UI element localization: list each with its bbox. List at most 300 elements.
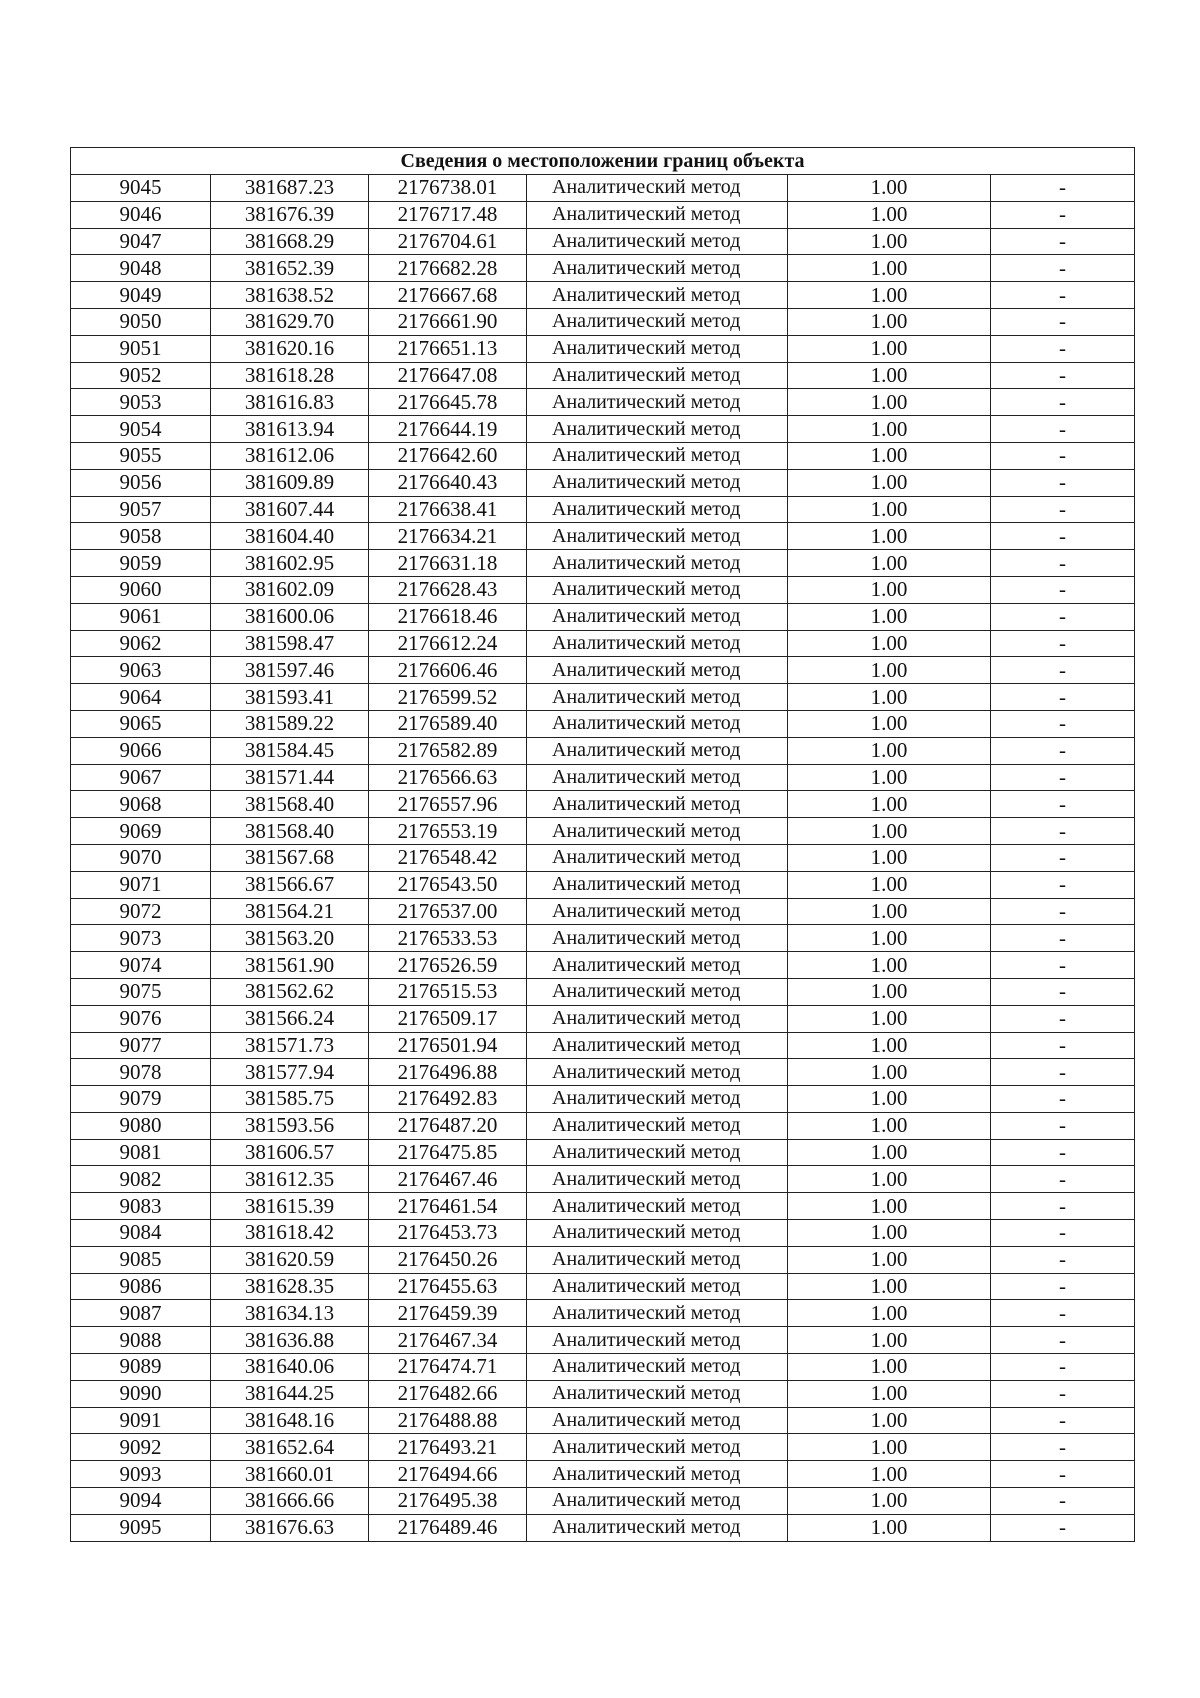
x-coordinate-cell: 381615.39 — [211, 1193, 369, 1220]
point-number-cell: 9050 — [71, 308, 211, 335]
table-row — [71, 1488, 1135, 1515]
accuracy-cell: 1.00 — [788, 603, 991, 630]
table-row — [71, 1514, 1135, 1541]
point-number-cell: 9076 — [71, 1005, 211, 1032]
description-cell: - — [991, 791, 1135, 818]
method-cell: Аналитический метод — [527, 1461, 788, 1488]
method-cell: Аналитический метод — [527, 550, 788, 577]
accuracy-cell: 1.00 — [788, 1380, 991, 1407]
method-cell: Аналитический метод — [527, 630, 788, 657]
y-coordinate-cell: 2176606.46 — [369, 657, 527, 684]
point-number-cell: 9089 — [71, 1354, 211, 1381]
table-row — [71, 737, 1135, 764]
accuracy-cell: 1.00 — [788, 550, 991, 577]
y-coordinate-cell: 2176582.89 — [369, 737, 527, 764]
description-cell: - — [991, 844, 1135, 871]
point-number-cell: 9075 — [71, 978, 211, 1005]
table-row — [71, 201, 1135, 228]
y-coordinate-cell: 2176459.39 — [369, 1300, 527, 1327]
x-coordinate-cell: 381606.57 — [211, 1139, 369, 1166]
point-number-cell: 9092 — [71, 1434, 211, 1461]
description-cell: - — [991, 576, 1135, 603]
x-coordinate-cell: 381616.83 — [211, 389, 369, 416]
point-number-cell: 9047 — [71, 228, 211, 255]
method-cell: Аналитический метод — [527, 416, 788, 443]
table-row — [71, 1246, 1135, 1273]
accuracy-cell: 1.00 — [788, 335, 991, 362]
x-coordinate-cell: 381618.42 — [211, 1220, 369, 1247]
method-cell: Аналитический метод — [527, 603, 788, 630]
table-row — [71, 1434, 1135, 1461]
table-row — [71, 1032, 1135, 1059]
y-coordinate-cell: 2176455.63 — [369, 1273, 527, 1300]
description-cell: - — [991, 1514, 1135, 1541]
y-coordinate-cell: 2176494.66 — [369, 1461, 527, 1488]
y-coordinate-cell: 2176612.24 — [369, 630, 527, 657]
accuracy-cell: 1.00 — [788, 576, 991, 603]
accuracy-cell: 1.00 — [788, 523, 991, 550]
accuracy-cell: 1.00 — [788, 1488, 991, 1515]
boundary-table — [70, 147, 1135, 1542]
table-row — [71, 335, 1135, 362]
y-coordinate-cell: 2176682.28 — [369, 255, 527, 282]
point-number-cell: 9066 — [71, 737, 211, 764]
method-cell: Аналитический метод — [527, 871, 788, 898]
description-cell: - — [991, 1488, 1135, 1515]
point-number-cell: 9079 — [71, 1086, 211, 1113]
description-cell: - — [991, 175, 1135, 202]
point-number-cell: 9046 — [71, 201, 211, 228]
table-title-row — [71, 148, 1135, 175]
x-coordinate-cell: 381598.47 — [211, 630, 369, 657]
method-cell: Аналитический метод — [527, 737, 788, 764]
y-coordinate-cell: 2176667.68 — [369, 282, 527, 309]
y-coordinate-cell: 2176566.63 — [369, 764, 527, 791]
method-cell: Аналитический метод — [527, 523, 788, 550]
description-cell: - — [991, 657, 1135, 684]
table-row — [71, 898, 1135, 925]
table-row — [71, 416, 1135, 443]
y-coordinate-cell: 2176704.61 — [369, 228, 527, 255]
y-coordinate-cell: 2176738.01 — [369, 175, 527, 202]
accuracy-cell: 1.00 — [788, 1273, 991, 1300]
method-cell: Аналитический метод — [527, 228, 788, 255]
accuracy-cell: 1.00 — [788, 710, 991, 737]
point-number-cell: 9087 — [71, 1300, 211, 1327]
accuracy-cell: 1.00 — [788, 1220, 991, 1247]
table-row — [71, 362, 1135, 389]
point-number-cell: 9070 — [71, 844, 211, 871]
table-row — [71, 952, 1135, 979]
x-coordinate-cell: 381593.41 — [211, 684, 369, 711]
table-row — [71, 1300, 1135, 1327]
accuracy-cell: 1.00 — [788, 737, 991, 764]
table-row — [71, 576, 1135, 603]
method-cell: Аналитический метод — [527, 201, 788, 228]
y-coordinate-cell: 2176644.19 — [369, 416, 527, 443]
description-cell: - — [991, 550, 1135, 577]
table-row — [71, 925, 1135, 952]
method-cell: Аналитический метод — [527, 1273, 788, 1300]
accuracy-cell: 1.00 — [788, 1032, 991, 1059]
table-row — [71, 442, 1135, 469]
y-coordinate-cell: 2176642.60 — [369, 442, 527, 469]
description-cell: - — [991, 684, 1135, 711]
description-cell: - — [991, 603, 1135, 630]
method-cell: Аналитический метод — [527, 1086, 788, 1113]
method-cell: Аналитический метод — [527, 978, 788, 1005]
point-number-cell: 9062 — [71, 630, 211, 657]
point-number-cell: 9073 — [71, 925, 211, 952]
table-body — [71, 148, 1135, 1542]
method-cell: Аналитический метод — [527, 1193, 788, 1220]
table-row — [71, 1166, 1135, 1193]
point-number-cell: 9051 — [71, 335, 211, 362]
x-coordinate-cell: 381612.35 — [211, 1166, 369, 1193]
method-cell: Аналитический метод — [527, 1514, 788, 1541]
method-cell: Аналитический метод — [527, 576, 788, 603]
accuracy-cell: 1.00 — [788, 255, 991, 282]
table-row — [71, 1380, 1135, 1407]
table-row — [71, 523, 1135, 550]
accuracy-cell: 1.00 — [788, 1193, 991, 1220]
method-cell: Аналитический метод — [527, 1220, 788, 1247]
accuracy-cell: 1.00 — [788, 416, 991, 443]
accuracy-cell: 1.00 — [788, 1005, 991, 1032]
point-number-cell: 9064 — [71, 684, 211, 711]
description-cell: - — [991, 1273, 1135, 1300]
table-row — [71, 175, 1135, 202]
x-coordinate-cell: 381567.68 — [211, 844, 369, 871]
point-number-cell: 9090 — [71, 1380, 211, 1407]
point-number-cell: 9049 — [71, 282, 211, 309]
method-cell: Аналитический метод — [527, 1032, 788, 1059]
y-coordinate-cell: 2176647.08 — [369, 362, 527, 389]
y-coordinate-cell: 2176467.46 — [369, 1166, 527, 1193]
point-number-cell: 9091 — [71, 1407, 211, 1434]
point-number-cell: 9054 — [71, 416, 211, 443]
description-cell: - — [991, 1139, 1135, 1166]
description-cell: - — [991, 416, 1135, 443]
table-row — [71, 630, 1135, 657]
point-number-cell: 9085 — [71, 1246, 211, 1273]
x-coordinate-cell: 381607.44 — [211, 496, 369, 523]
description-cell: - — [991, 1246, 1135, 1273]
y-coordinate-cell: 2176628.43 — [369, 576, 527, 603]
x-coordinate-cell: 381600.06 — [211, 603, 369, 630]
x-coordinate-cell: 381613.94 — [211, 416, 369, 443]
y-coordinate-cell: 2176661.90 — [369, 308, 527, 335]
method-cell: Аналитический метод — [527, 684, 788, 711]
method-cell: Аналитический метод — [527, 1354, 788, 1381]
description-cell: - — [991, 1086, 1135, 1113]
method-cell: Аналитический метод — [527, 362, 788, 389]
point-number-cell: 9045 — [71, 175, 211, 202]
point-number-cell: 9058 — [71, 523, 211, 550]
y-coordinate-cell: 2176645.78 — [369, 389, 527, 416]
method-cell: Аналитический метод — [527, 1327, 788, 1354]
point-number-cell: 9069 — [71, 818, 211, 845]
description-cell: - — [991, 1461, 1135, 1488]
x-coordinate-cell: 381634.13 — [211, 1300, 369, 1327]
point-number-cell: 9074 — [71, 952, 211, 979]
accuracy-cell: 1.00 — [788, 282, 991, 309]
method-cell: Аналитический метод — [527, 1112, 788, 1139]
point-number-cell: 9068 — [71, 791, 211, 818]
description-cell: - — [991, 335, 1135, 362]
description-cell: - — [991, 1434, 1135, 1461]
y-coordinate-cell: 2176537.00 — [369, 898, 527, 925]
table-row — [71, 1112, 1135, 1139]
point-number-cell: 9057 — [71, 496, 211, 523]
table-row — [71, 496, 1135, 523]
table-row — [71, 764, 1135, 791]
accuracy-cell: 1.00 — [788, 496, 991, 523]
description-cell: - — [991, 1059, 1135, 1086]
y-coordinate-cell: 2176599.52 — [369, 684, 527, 711]
point-number-cell: 9077 — [71, 1032, 211, 1059]
method-cell: Аналитический метод — [527, 1488, 788, 1515]
accuracy-cell: 1.00 — [788, 684, 991, 711]
method-cell: Аналитический метод — [527, 710, 788, 737]
method-cell: Аналитический метод — [527, 282, 788, 309]
y-coordinate-cell: 2176631.18 — [369, 550, 527, 577]
y-coordinate-cell: 2176638.41 — [369, 496, 527, 523]
point-number-cell: 9083 — [71, 1193, 211, 1220]
table-row — [71, 1220, 1135, 1247]
table-row — [71, 1407, 1135, 1434]
accuracy-cell: 1.00 — [788, 657, 991, 684]
point-number-cell: 9063 — [71, 657, 211, 684]
point-number-cell: 9084 — [71, 1220, 211, 1247]
table-row — [71, 1354, 1135, 1381]
table-row — [71, 1193, 1135, 1220]
point-number-cell: 9086 — [71, 1273, 211, 1300]
y-coordinate-cell: 2176475.85 — [369, 1139, 527, 1166]
point-number-cell: 9082 — [71, 1166, 211, 1193]
table-row — [71, 550, 1135, 577]
method-cell: Аналитический метод — [527, 818, 788, 845]
point-number-cell: 9053 — [71, 389, 211, 416]
description-cell: - — [991, 1005, 1135, 1032]
method-cell: Аналитический метод — [527, 791, 788, 818]
method-cell: Аналитический метод — [527, 496, 788, 523]
accuracy-cell: 1.00 — [788, 1327, 991, 1354]
x-coordinate-cell: 381568.40 — [211, 818, 369, 845]
method-cell: Аналитический метод — [527, 1059, 788, 1086]
y-coordinate-cell: 2176618.46 — [369, 603, 527, 630]
method-cell: Аналитический метод — [527, 1005, 788, 1032]
y-coordinate-cell: 2176493.21 — [369, 1434, 527, 1461]
x-coordinate-cell: 381609.89 — [211, 469, 369, 496]
accuracy-cell: 1.00 — [788, 1086, 991, 1113]
x-coordinate-cell: 381628.35 — [211, 1273, 369, 1300]
accuracy-cell: 1.00 — [788, 469, 991, 496]
description-cell: - — [991, 1380, 1135, 1407]
description-cell: - — [991, 389, 1135, 416]
y-coordinate-cell: 2176515.53 — [369, 978, 527, 1005]
description-cell: - — [991, 898, 1135, 925]
x-coordinate-cell: 381660.01 — [211, 1461, 369, 1488]
point-number-cell: 9078 — [71, 1059, 211, 1086]
y-coordinate-cell: 2176526.59 — [369, 952, 527, 979]
description-cell: - — [991, 523, 1135, 550]
y-coordinate-cell: 2176717.48 — [369, 201, 527, 228]
point-number-cell: 9093 — [71, 1461, 211, 1488]
x-coordinate-cell: 381687.23 — [211, 175, 369, 202]
x-coordinate-cell: 381584.45 — [211, 737, 369, 764]
method-cell: Аналитический метод — [527, 657, 788, 684]
y-coordinate-cell: 2176634.21 — [369, 523, 527, 550]
point-number-cell: 9081 — [71, 1139, 211, 1166]
x-coordinate-cell: 381568.40 — [211, 791, 369, 818]
accuracy-cell: 1.00 — [788, 175, 991, 202]
x-coordinate-cell: 381652.39 — [211, 255, 369, 282]
description-cell: - — [991, 362, 1135, 389]
accuracy-cell: 1.00 — [788, 1300, 991, 1327]
y-coordinate-cell: 2176589.40 — [369, 710, 527, 737]
point-number-cell: 9048 — [71, 255, 211, 282]
accuracy-cell: 1.00 — [788, 1112, 991, 1139]
x-coordinate-cell: 381644.25 — [211, 1380, 369, 1407]
accuracy-cell: 1.00 — [788, 1434, 991, 1461]
table-row — [71, 1005, 1135, 1032]
accuracy-cell: 1.00 — [788, 308, 991, 335]
point-number-cell: 9071 — [71, 871, 211, 898]
y-coordinate-cell: 2176548.42 — [369, 844, 527, 871]
x-coordinate-cell: 381629.70 — [211, 308, 369, 335]
description-cell: - — [991, 496, 1135, 523]
description-cell: - — [991, 925, 1135, 952]
y-coordinate-cell: 2176533.53 — [369, 925, 527, 952]
accuracy-cell: 1.00 — [788, 978, 991, 1005]
description-cell: - — [991, 764, 1135, 791]
table-row — [71, 657, 1135, 684]
description-cell: - — [991, 469, 1135, 496]
accuracy-cell: 1.00 — [788, 201, 991, 228]
accuracy-cell: 1.00 — [788, 871, 991, 898]
point-number-cell: 9088 — [71, 1327, 211, 1354]
method-cell: Аналитический метод — [527, 898, 788, 925]
x-coordinate-cell: 381636.88 — [211, 1327, 369, 1354]
y-coordinate-cell: 2176488.88 — [369, 1407, 527, 1434]
point-number-cell: 9055 — [71, 442, 211, 469]
method-cell: Аналитический метод — [527, 442, 788, 469]
table-row — [71, 1273, 1135, 1300]
x-coordinate-cell: 381602.95 — [211, 550, 369, 577]
table-row — [71, 1059, 1135, 1086]
method-cell: Аналитический метод — [527, 764, 788, 791]
x-coordinate-cell: 381676.63 — [211, 1514, 369, 1541]
accuracy-cell: 1.00 — [788, 1514, 991, 1541]
x-coordinate-cell: 381648.16 — [211, 1407, 369, 1434]
x-coordinate-cell: 381620.16 — [211, 335, 369, 362]
x-coordinate-cell: 381571.73 — [211, 1032, 369, 1059]
x-coordinate-cell: 381577.94 — [211, 1059, 369, 1086]
accuracy-cell: 1.00 — [788, 1246, 991, 1273]
description-cell: - — [991, 1220, 1135, 1247]
table-row — [71, 1461, 1135, 1488]
y-coordinate-cell: 2176492.83 — [369, 1086, 527, 1113]
x-coordinate-cell: 381566.24 — [211, 1005, 369, 1032]
table-row — [71, 978, 1135, 1005]
method-cell: Аналитический метод — [527, 308, 788, 335]
description-cell: - — [991, 1166, 1135, 1193]
table-row — [71, 228, 1135, 255]
accuracy-cell: 1.00 — [788, 630, 991, 657]
x-coordinate-cell: 381620.59 — [211, 1246, 369, 1273]
description-cell: - — [991, 1407, 1135, 1434]
description-cell: - — [991, 282, 1135, 309]
accuracy-cell: 1.00 — [788, 791, 991, 818]
method-cell: Аналитический метод — [527, 1166, 788, 1193]
point-number-cell: 9065 — [71, 710, 211, 737]
description-cell: - — [991, 737, 1135, 764]
method-cell: Аналитический метод — [527, 175, 788, 202]
description-cell: - — [991, 442, 1135, 469]
x-coordinate-cell: 381564.21 — [211, 898, 369, 925]
table-row — [71, 282, 1135, 309]
accuracy-cell: 1.00 — [788, 952, 991, 979]
y-coordinate-cell: 2176489.46 — [369, 1514, 527, 1541]
y-coordinate-cell: 2176501.94 — [369, 1032, 527, 1059]
accuracy-cell: 1.00 — [788, 1407, 991, 1434]
x-coordinate-cell: 381571.44 — [211, 764, 369, 791]
x-coordinate-cell: 381612.06 — [211, 442, 369, 469]
accuracy-cell: 1.00 — [788, 1139, 991, 1166]
description-cell: - — [991, 1112, 1135, 1139]
y-coordinate-cell: 2176453.73 — [369, 1220, 527, 1247]
y-coordinate-cell: 2176495.38 — [369, 1488, 527, 1515]
accuracy-cell: 1.00 — [788, 764, 991, 791]
y-coordinate-cell: 2176640.43 — [369, 469, 527, 496]
x-coordinate-cell: 381562.62 — [211, 978, 369, 1005]
description-cell: - — [991, 308, 1135, 335]
point-number-cell: 9095 — [71, 1514, 211, 1541]
description-cell: - — [991, 255, 1135, 282]
y-coordinate-cell: 2176651.13 — [369, 335, 527, 362]
description-cell: - — [991, 978, 1135, 1005]
accuracy-cell: 1.00 — [788, 228, 991, 255]
description-cell: - — [991, 201, 1135, 228]
x-coordinate-cell: 381597.46 — [211, 657, 369, 684]
description-cell: - — [991, 952, 1135, 979]
description-cell: - — [991, 1300, 1135, 1327]
y-coordinate-cell: 2176482.66 — [369, 1380, 527, 1407]
x-coordinate-cell: 381604.40 — [211, 523, 369, 550]
x-coordinate-cell: 381668.29 — [211, 228, 369, 255]
accuracy-cell: 1.00 — [788, 925, 991, 952]
point-number-cell: 9052 — [71, 362, 211, 389]
table-row — [71, 1139, 1135, 1166]
x-coordinate-cell: 381563.20 — [211, 925, 369, 952]
y-coordinate-cell: 2176467.34 — [369, 1327, 527, 1354]
table-row — [71, 684, 1135, 711]
x-coordinate-cell: 381676.39 — [211, 201, 369, 228]
y-coordinate-cell: 2176450.26 — [369, 1246, 527, 1273]
table-row — [71, 1327, 1135, 1354]
y-coordinate-cell: 2176509.17 — [369, 1005, 527, 1032]
point-number-cell: 9067 — [71, 764, 211, 791]
accuracy-cell: 1.00 — [788, 1461, 991, 1488]
accuracy-cell: 1.00 — [788, 1354, 991, 1381]
y-coordinate-cell: 2176474.71 — [369, 1354, 527, 1381]
table-row — [71, 844, 1135, 871]
description-cell: - — [991, 1193, 1135, 1220]
point-number-cell: 9056 — [71, 469, 211, 496]
description-cell: - — [991, 1327, 1135, 1354]
table-row — [71, 603, 1135, 630]
